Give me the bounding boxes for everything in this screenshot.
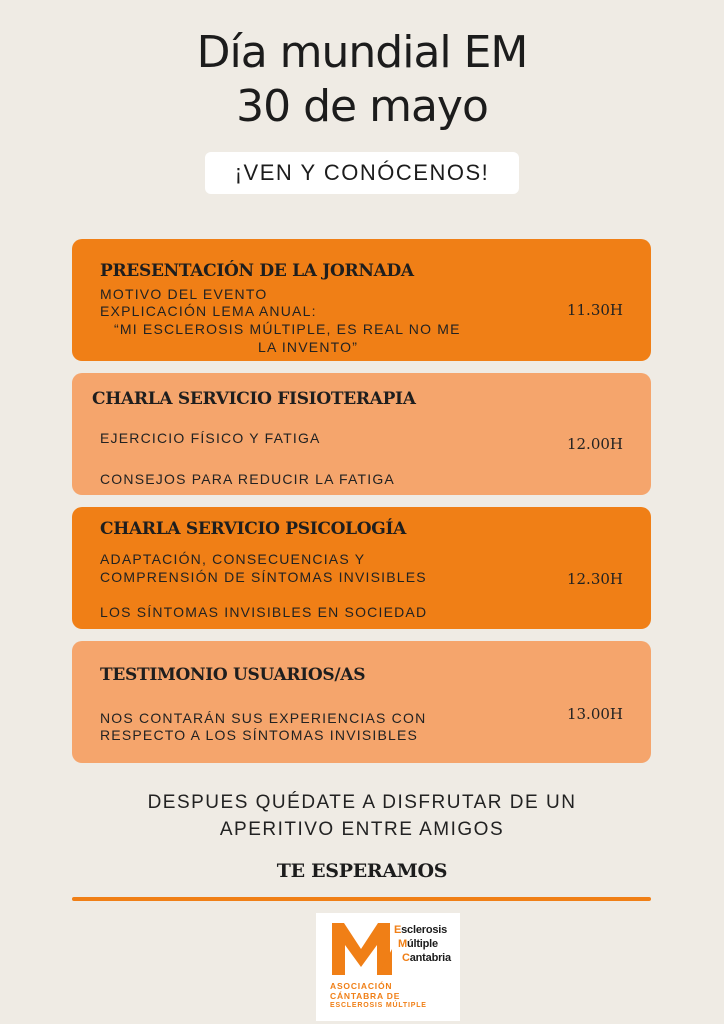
card-line: MOTIVO DEL EVENTO	[100, 286, 268, 302]
card-line: ADAPTACIÓN, CONSECUENCIAS Y	[100, 551, 366, 567]
page-title	[0, 26, 724, 134]
card-line: EJERCICIO FÍSICO Y FATIGA	[100, 430, 321, 446]
divider	[72, 897, 651, 901]
program-card-psicologia	[72, 507, 651, 629]
card-title: CHARLA SERVICIO PSICOLOGÍA	[100, 519, 407, 539]
program-card-presentacion	[72, 239, 651, 361]
program-card-fisioterapia	[72, 373, 651, 495]
card-time: 11.30H	[566, 301, 623, 319]
association-logo	[316, 913, 460, 1021]
aperitivo-line-2: APERITIVO ENTRE AMIGOS	[219, 819, 505, 840]
logo-wordmark: Esclerosis Múltiple Cantabria	[394, 924, 451, 964]
card-title: CHARLA SERVICIO FISIOTERAPIA	[92, 389, 416, 409]
card-time: 13.00H	[566, 705, 623, 723]
card-time: 12.00H	[566, 435, 623, 453]
card-line: RESPECTO A LOS SÍNTOMAS INVISIBLES	[100, 727, 419, 743]
card-line: NOS CONTARÁN SUS EXPERIENCIAS CON	[100, 710, 427, 726]
card-line: “MI ESCLEROSIS MÚLTIPLE, ES REAL NO ME	[114, 321, 461, 337]
aperitivo-note	[0, 789, 724, 843]
title-line-2: 30 de mayo	[236, 81, 488, 132]
tagline-badge: ¡VEN Y CONÓCENOS!	[205, 152, 519, 194]
card-line: COMPRENSIÓN DE SÍNTOMAS INVISIBLES	[100, 569, 427, 585]
card-line: LA INVENTO”	[258, 339, 359, 355]
logo-m-icon	[330, 919, 392, 977]
card-line: EXPLICACIÓN LEMA ANUAL:	[100, 303, 317, 319]
card-line: CONSEJOS PARA REDUCIR LA FATIGA	[100, 471, 395, 487]
logo-subtitle: ASOCIACIÓN CÁNTABRA DE ESCLEROSIS MÚLTIPLE	[330, 981, 427, 1009]
card-title: TESTIMONIO USUARIOS/AS	[100, 665, 366, 685]
aperitivo-line-1: DESPUES QUÉDATE A DISFRUTAR DE UN	[147, 792, 577, 813]
title-line-1: Día mundial EM	[196, 27, 528, 78]
program-card-testimonio	[72, 641, 651, 763]
closing-text: TE ESPERAMOS	[276, 860, 448, 882]
card-time: 12.30H	[566, 570, 623, 588]
card-title: PRESENTACIÓN DE LA JORNADA	[100, 261, 414, 281]
card-line: LOS SÍNTOMAS INVISIBLES EN SOCIEDAD	[100, 604, 428, 620]
